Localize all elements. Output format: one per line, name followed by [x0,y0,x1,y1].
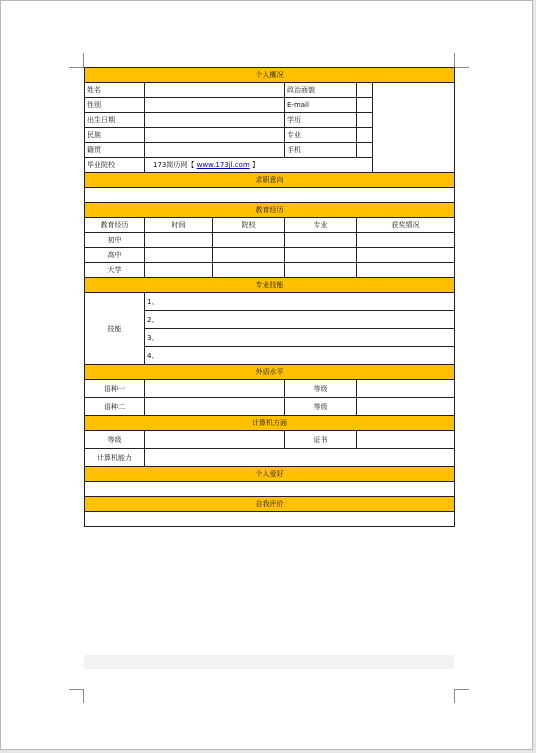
skill-item[interactable]: 2、 [145,311,455,329]
label-birth: 出生日期 [85,113,145,128]
crop-mark-bottom-left-v [83,689,84,703]
crop-mark-bottom-left-h [69,689,84,690]
edu-cell[interactable] [285,248,357,263]
section-language-header: 外语水平 [85,365,455,380]
self-evaluation-content[interactable] [85,512,455,527]
value-computer-level[interactable] [145,431,285,449]
edu-cell[interactable] [213,248,285,263]
label-ethnicity: 民族 [85,128,145,143]
value-lang2[interactable] [145,398,285,416]
crop-mark-bottom-right-h [454,689,469,690]
label-native: 籍贯 [85,143,145,158]
skill-item[interactable]: 3、 [145,329,455,347]
section-education-header: 教育经历 [85,203,455,218]
crop-mark-top-right-v [454,53,455,67]
label-phone: 手机 [285,143,357,158]
value-native[interactable] [145,143,285,158]
value-school[interactable] [145,158,373,173]
section-skills-header: 专业技能 [85,278,455,293]
crop-mark-top-left-v [83,53,84,67]
label-degree: 学历 [285,113,357,128]
value-gender[interactable] [145,98,285,113]
edu-row-label: 初中 [85,233,145,248]
edu-cell[interactable] [285,263,357,278]
intent-content[interactable] [85,188,455,203]
edu-cell[interactable] [213,263,285,278]
resume-table [84,67,455,527]
edu-cell[interactable] [145,263,213,278]
edu-cell[interactable] [357,248,455,263]
value-lang1[interactable] [145,380,285,398]
edu-cell[interactable] [145,233,213,248]
value-cert[interactable] [357,431,455,449]
label-computer-ability: 计算机能力 [85,449,145,467]
value-major[interactable] [357,128,373,143]
label-school: 毕业院校 [85,158,145,173]
edu-cell[interactable] [213,233,285,248]
hobby-content[interactable] [85,482,455,497]
label-lang2: 语种二 [85,398,145,416]
crop-mark-bottom-right-v [454,689,455,703]
edu-cell[interactable] [145,248,213,263]
section-computer-header: 计算机方面 [85,416,455,431]
crop-mark-top-left-h [69,67,84,68]
school-link[interactable]: www.173jl.com [196,161,250,169]
skills-label: 技能 [85,293,145,365]
section-intent-header: 求职意向 [85,173,455,188]
school-suffix: 】 [249,161,260,169]
edu-row-label: 大学 [85,263,145,278]
label-email: E-mail [285,98,357,113]
section-self-header: 自我评价 [85,497,455,512]
value-political[interactable] [357,83,373,98]
edu-col-stage: 教育经历 [85,218,145,233]
label-lang2-level: 等级 [285,398,357,416]
section-personal-header: 个人概况 [85,68,455,83]
edu-cell[interactable] [357,263,455,278]
edu-cell[interactable] [285,233,357,248]
school-prefix: 173简历网【 [153,161,197,169]
edu-col-time: 时间 [145,218,213,233]
value-birth[interactable] [145,113,285,128]
value-lang1-level[interactable] [357,380,455,398]
section-hobby-header: 个人爱好 [85,467,455,482]
edu-col-awards: 获奖情况 [357,218,455,233]
resume-form [84,67,454,527]
label-gender: 性别 [85,98,145,113]
value-name[interactable] [145,83,285,98]
value-phone[interactable] [357,143,373,158]
skill-item[interactable]: 1、 [145,293,455,311]
label-lang1-level: 等级 [285,380,357,398]
label-cert: 证书 [285,431,357,449]
edu-col-major: 专业 [285,218,357,233]
page-footer-strip [84,655,454,669]
value-email[interactable] [357,98,373,113]
value-lang2-level[interactable] [357,398,455,416]
edu-col-school: 院校 [213,218,285,233]
photo-cell[interactable] [373,83,455,173]
value-ethnicity[interactable] [145,128,285,143]
label-name: 姓名 [85,83,145,98]
crop-mark-top-right-h [454,67,469,68]
label-lang1: 语种一 [85,380,145,398]
value-computer-ability[interactable] [145,449,455,467]
label-major: 专业 [285,128,357,143]
label-computer-level: 等级 [85,431,145,449]
value-degree[interactable] [357,113,373,128]
edu-row-label: 高中 [85,248,145,263]
edu-cell[interactable] [357,233,455,248]
label-political: 政治面貌 [285,83,357,98]
skill-item[interactable]: 4、 [145,347,455,365]
